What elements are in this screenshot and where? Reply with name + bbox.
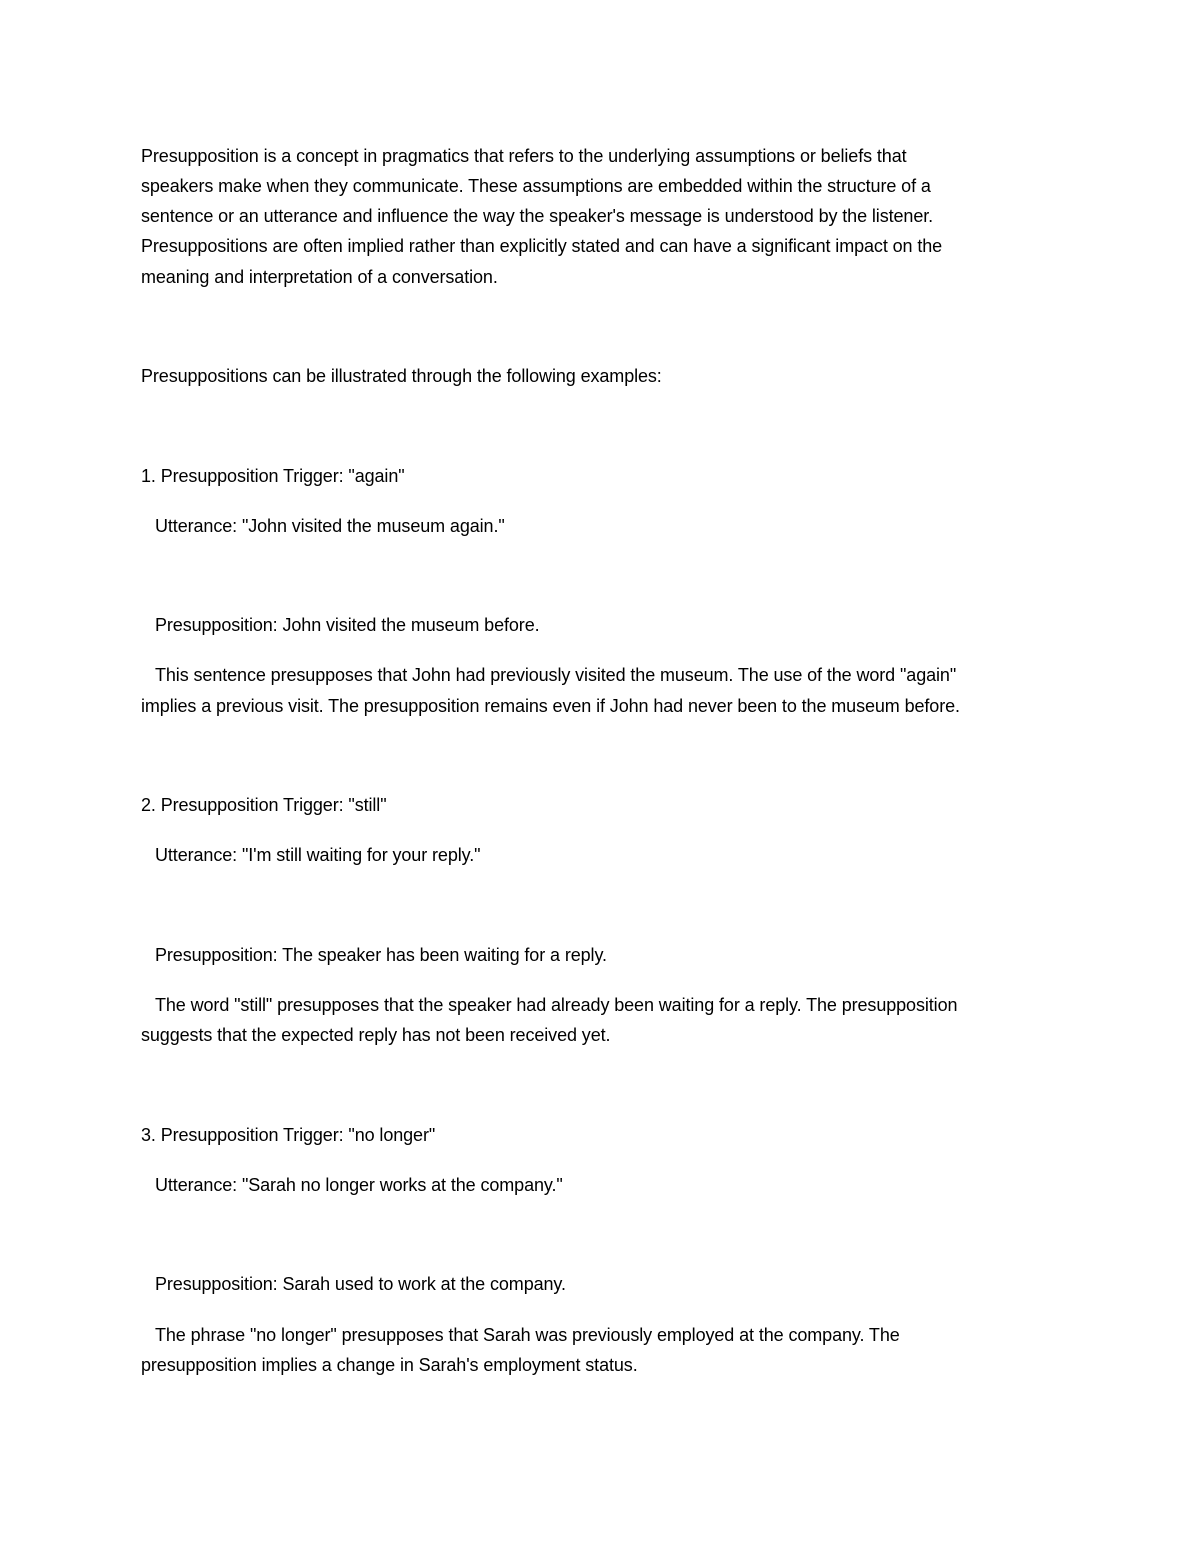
example-explanation-line: The phrase "no longer" presupposes that Sarah was previously employed at the company. The: [155, 1325, 900, 1345]
example-utterance: Utterance: "Sarah no longer works at the company.": [155, 1175, 563, 1195]
intro-line: speakers make when they communicate. These assumptions are embedded within the structure of a: [141, 176, 931, 196]
intro-line: Presuppositions are often implied rather than explicitly stated and can have a significant impact on the: [141, 236, 943, 256]
intro-line: Presupposition is a concept in pragmatics that refers to the underlying assumptions or beliefs that: [141, 146, 907, 166]
example-utterance: Utterance: "I'm still waiting for your reply.": [155, 845, 481, 865]
example-explanation-line: suggests that the expected reply has not been received yet.: [141, 1025, 611, 1045]
example-presupposition: Presupposition: Sarah used to work at the company.: [155, 1274, 566, 1294]
intro-line: meaning and interpretation of a conversation.: [141, 267, 498, 287]
example-explanation-line: The word "still" presupposes that the speaker had already been waiting for a reply. The presupposition: [155, 995, 958, 1015]
example-explanation-line: presupposition implies a change in Sarah's employment status.: [141, 1355, 638, 1375]
example-presupposition: Presupposition: John visited the museum before.: [155, 615, 540, 635]
example-trigger: 2. Presupposition Trigger: "still": [141, 795, 387, 815]
examples-lead: Presuppositions can be illustrated through the following examples:: [141, 366, 662, 386]
example-presupposition: Presupposition: The speaker has been waiting for a reply.: [155, 945, 607, 965]
example-trigger: 1. Presupposition Trigger: "again": [141, 466, 405, 486]
intro-line: sentence or an utterance and influence the way the speaker's message is understood by the listener.: [141, 206, 934, 226]
example-utterance: Utterance: "John visited the museum again.": [155, 516, 505, 536]
example-explanation-line: implies a previous visit. The presupposition remains even if John had never been to the museum before.: [141, 696, 960, 716]
example-trigger: 3. Presupposition Trigger: "no longer": [141, 1125, 436, 1145]
example-explanation-line: This sentence presupposes that John had previously visited the museum. The use of the word "again": [155, 665, 957, 685]
